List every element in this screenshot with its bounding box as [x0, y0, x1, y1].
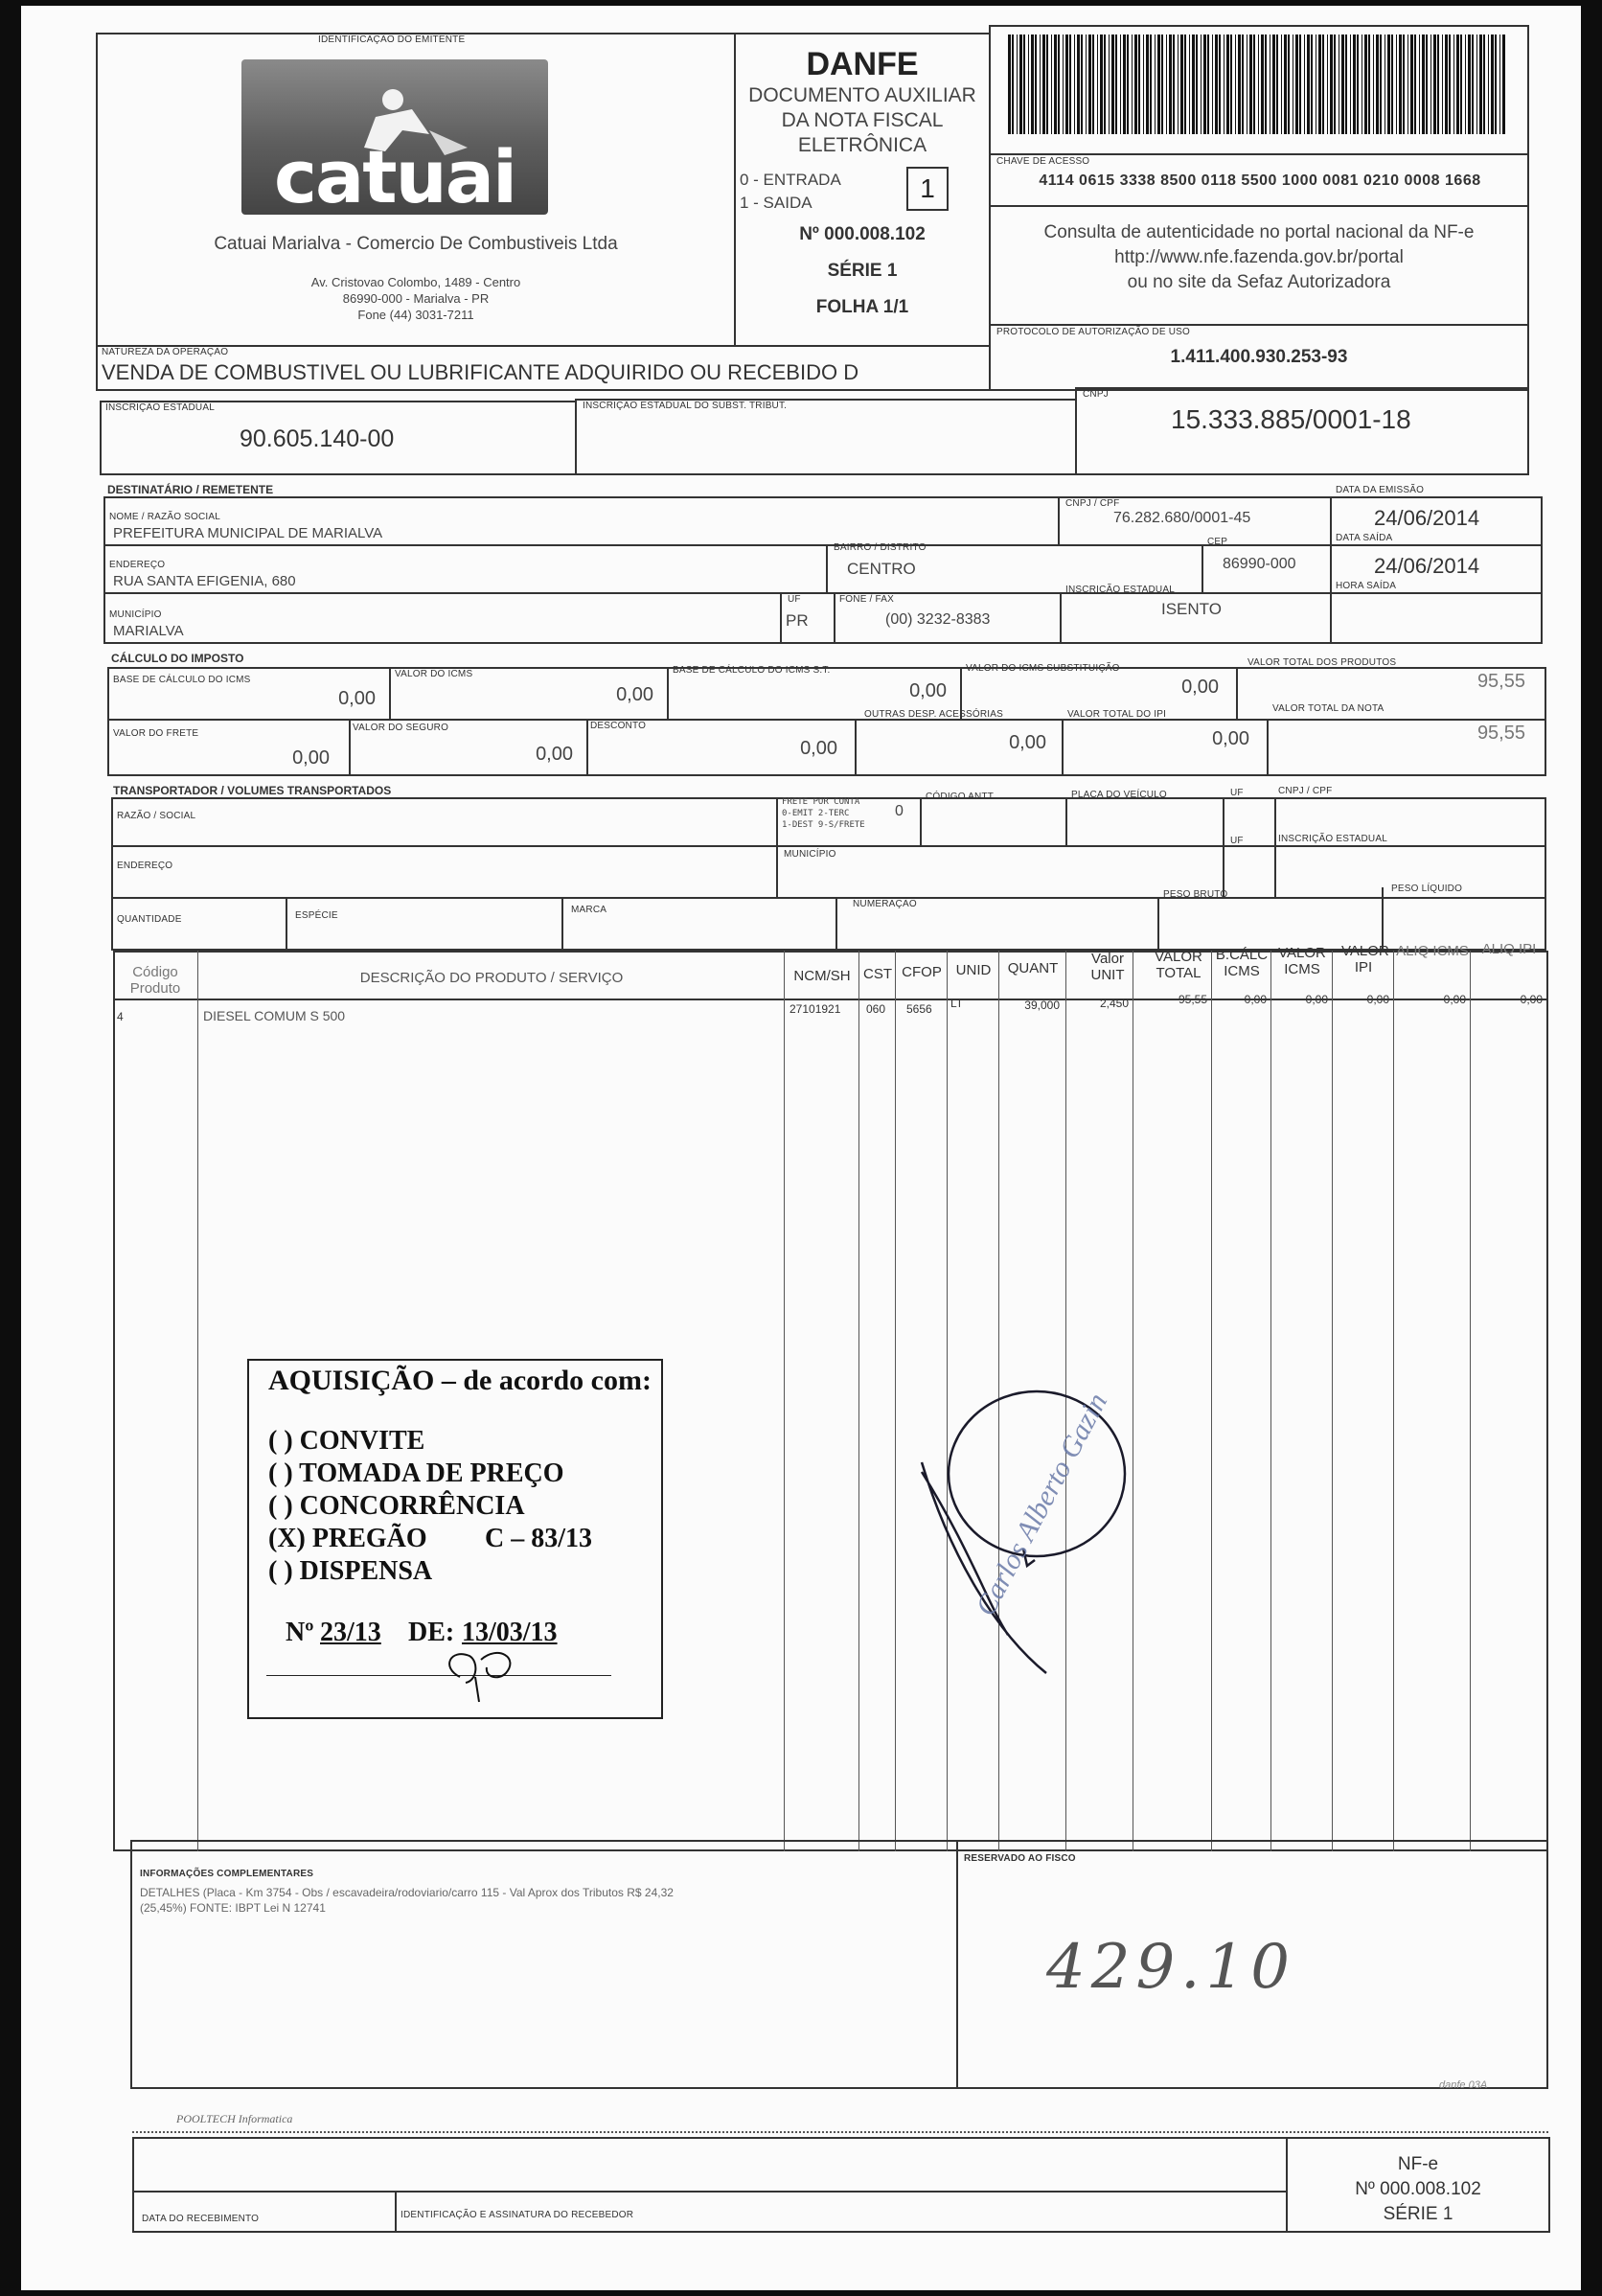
ie-label: INSCRIÇÃO ESTADUAL — [105, 402, 215, 413]
total-nota-label: VALOR TOTAL DA NOTA — [1272, 703, 1385, 714]
danfe-serie: SÉRIE 1 — [827, 261, 898, 281]
danfe-title: DANFE — [806, 46, 919, 82]
th-aliq-icms: ALIQ ICMS — [1396, 943, 1469, 959]
danfe-folha: FOLHA 1/1 — [815, 297, 909, 317]
marca-label: MARCA — [571, 905, 607, 915]
consulta-line-1: Consulta de autenticidade no portal nacional da NF-e — [1043, 222, 1475, 242]
frete-conta-line-3: 1-DEST 9-S/FRETE — [782, 820, 865, 830]
numeracao-label: NUMERAÇÃO — [853, 899, 917, 909]
stamp-num-value: 23/13 — [320, 1618, 381, 1647]
stamp-pregao: (X) PREGÃO — [268, 1524, 427, 1553]
destinatario-section-label: DESTINATÁRIO / REMETENTE — [107, 483, 274, 496]
barcode — [1008, 34, 1512, 134]
imposto-section-label: CÁLCULO DO IMPOSTO — [111, 652, 244, 665]
frete-conta-value: 0 — [895, 803, 904, 819]
dest-nome-value: PREFEITURA MUNICIPAL DE MARIALVA — [113, 525, 383, 541]
transportador-section-label: TRANSPORTADOR / VOLUMES TRANSPORTADOS — [113, 784, 392, 797]
destinatario-box — [103, 496, 1543, 644]
th-bcalc-icms: B.CÁLC ICMS — [1215, 947, 1269, 979]
dest-ie-value: ISENTO — [1161, 600, 1222, 618]
ipi-label: VALOR TOTAL DO IPI — [1067, 709, 1167, 720]
base-icms-value: 0,00 — [338, 688, 376, 709]
dest-uf-label: UF — [788, 594, 801, 605]
consulta-line-3: ou no site da Sefaz Autorizadora — [1127, 272, 1391, 292]
valor-icms-st-value: 0,00 — [1181, 677, 1219, 698]
natureza-label: NATUREZA DA OPERAÇÃO — [102, 347, 229, 357]
fisco-handwritten-value: 429.10 — [1046, 1932, 1295, 2003]
transp-municipio-label: MUNICÍPIO — [784, 849, 836, 860]
operation-type-box: 1 — [906, 167, 949, 211]
cnpj-label: CNPJ — [1083, 389, 1109, 400]
dest-endereco-label: ENDEREÇO — [109, 560, 166, 570]
th-cfop: CFOP — [902, 964, 942, 980]
dest-cep-label: CEP — [1207, 537, 1228, 547]
transp-endereco-label: ENDEREÇO — [117, 861, 173, 871]
consulta-line-2: http://www.nfe.fazenda.gov.br/portal — [1114, 247, 1404, 267]
transp-razao-label: RAZÃO / SOCIAL — [117, 811, 196, 821]
dest-emissao-label: DATA DA EMISSÃO — [1336, 485, 1425, 495]
dest-fone-value: (00) 3232-8383 — [885, 611, 991, 628]
frete-conta-line-2: 0-EMIT 2-TERC — [782, 809, 850, 818]
row-valor-unit: 2,450 — [1099, 997, 1129, 1010]
dest-emissao-value: 24/06/2014 — [1374, 506, 1480, 530]
stamp-title: AQUISIÇÃO – de acordo com: — [268, 1365, 652, 1396]
row-valor-icms: 0,00 — [1305, 993, 1328, 1006]
dest-fone-label: FONE / FAX — [839, 594, 895, 605]
dest-nome-label: NOME / RAZÃO SOCIAL — [109, 512, 221, 522]
dest-cnpj-value: 76.282.680/0001-45 — [1113, 510, 1251, 526]
outras-value: 0,00 — [1009, 732, 1046, 753]
th-valor-total: VALOR TOTAL — [1155, 949, 1202, 981]
dest-endereco-value: RUA SANTA EFIGENIA, 680 — [113, 573, 296, 589]
danfe-subtitle-1: DOCUMENTO AUXILIAR — [748, 84, 976, 106]
dest-uf-value: PR — [786, 611, 809, 630]
fisco-label: RESERVADO AO FISCO — [964, 1853, 1076, 1864]
dest-municipio-label: MUNICÍPIO — [109, 609, 162, 620]
row-codigo: 4 — [117, 1010, 124, 1023]
protocolo-label: PROTOCOLO DE AUTORIZAÇÃO DE USO — [996, 327, 1190, 337]
complementares-label: INFORMAÇÕES COMPLEMENTARES — [140, 1869, 314, 1879]
th-valor-ipi: VALOR IPI — [1341, 943, 1389, 976]
footer-serie: SÉRIE 1 — [1383, 2204, 1453, 2224]
emitter-section-label: IDENTIFICAÇÃO DO EMITENTE — [318, 34, 466, 45]
th-ncm: NCM/SH — [793, 968, 851, 984]
recebedor-label: IDENTIFICAÇÃO E ASSINATURA DO RECEBEDOR — [400, 2210, 634, 2220]
dest-saida-value: 24/06/2014 — [1374, 554, 1480, 578]
th-valor-unit: Valor UNIT — [1090, 951, 1125, 983]
transp-cnpj-label: CNPJ / CPF — [1278, 786, 1333, 796]
row-cfop: 5656 — [906, 1002, 932, 1016]
emitter-name: Catuai Marialva - Comercio De Combustiveis Ltda — [214, 234, 618, 254]
row-aliq-ipi: 0,00 — [1520, 993, 1543, 1006]
cnpj-value: 15.333.885/0001-18 — [1171, 404, 1411, 434]
base-icms-st-label: BASE DE CÁLCULO DO ICMS S.T. — [673, 665, 831, 676]
frete-conta-line-1: FRETE POR CONTA — [782, 797, 860, 807]
dest-saida-label: DATA SAÍDA — [1336, 533, 1393, 543]
th-quant: QUANT — [1007, 960, 1059, 976]
desconto-label: DESCONTO — [590, 721, 647, 731]
desconto-value: 0,00 — [800, 738, 837, 759]
antt-label: CÓDIGO ANTT — [926, 792, 995, 802]
danfe-subtitle-2: DA NOTA FISCAL — [781, 109, 944, 131]
peso-liquido-label: PESO LÍQUIDO — [1391, 884, 1463, 894]
recebimento-label: DATA DO RECEBIMENTO — [142, 2214, 260, 2224]
dest-cep-value: 86990-000 — [1223, 556, 1296, 572]
stamp-convite: ( ) CONVITE — [268, 1426, 425, 1456]
chave-label: CHAVE DE ACESSO — [996, 156, 1090, 167]
placa-label: PLACA DO VEÍCULO — [1071, 790, 1167, 800]
stamp-date-value: 13/03/13 — [462, 1618, 558, 1647]
th-cst: CST — [863, 966, 892, 982]
ie-value: 90.605.140-00 — [240, 425, 395, 452]
outras-label: OUTRAS DESP. ACESSÓRIAS — [864, 709, 1004, 720]
iest-label: INSCRIÇÃO ESTADUAL DO SUBST. TRIBUT. — [583, 401, 788, 411]
stamp-date-label: DE: — [408, 1618, 455, 1647]
peso-bruto-label: PESO BRUTO — [1163, 889, 1228, 900]
emitter-phone: Fone (44) 3031-7211 — [357, 308, 474, 322]
chave-value: 4114 0615 3338 8500 0118 5500 1000 0081 0210 0008 1668 — [1039, 172, 1481, 189]
especie-label: ESPÉCIE — [295, 910, 338, 921]
frete-value: 0,00 — [292, 747, 330, 769]
row-quant: 39,000 — [1024, 999, 1060, 1012]
base-icms-label: BASE DE CÁLCULO DO ICMS — [113, 675, 251, 685]
frete-label: VALOR DO FRETE — [113, 728, 199, 739]
emitter-address-2: 86990-000 - Marialva - PR — [342, 291, 490, 306]
dest-ie-label: INSCRIÇÃO ESTADUAL — [1065, 585, 1175, 595]
valor-icms-st-label: VALOR DO ICMS SUBSTITUIÇÃO — [966, 663, 1120, 674]
footer-number: Nº 000.008.102 — [1355, 2179, 1481, 2199]
valor-icms-value: 0,00 — [616, 684, 653, 705]
row-valor-total: 95,55 — [1178, 993, 1207, 1006]
valor-icms-label: VALOR DO ICMS — [395, 669, 473, 679]
saida-label: 1 - SAIDA — [740, 194, 812, 212]
transp-ie-label: INSCRIÇÃO ESTADUAL — [1278, 834, 1387, 844]
complementares-box — [130, 1840, 1548, 2089]
row-ncm: 27101921 — [790, 1002, 841, 1016]
row-bcalc-icms: 0,00 — [1244, 993, 1267, 1006]
dest-cnpj-label: CNPJ / CPF — [1065, 498, 1120, 509]
stamp-dispensa: ( ) DISPENSA — [268, 1556, 433, 1586]
row-valor-ipi: 0,00 — [1366, 993, 1389, 1006]
pooltech-text: POOLTECH Informatica — [176, 2112, 293, 2125]
stamp-tomada: ( ) TOMADA DE PREÇO — [268, 1458, 564, 1488]
emitter-address-1: Av. Cristovao Colombo, 1489 - Centro — [310, 275, 521, 289]
seguro-label: VALOR DO SEGURO — [353, 723, 449, 733]
th-aliq-ipi: ALIQ IPI — [1481, 941, 1537, 957]
natureza-value: VENDA DE COMBUSTIVEL OU LUBRIFICANTE ADQUIRIDO OU RECEBIDO D — [102, 360, 859, 384]
protocolo-value: 1.411.400.930.253-93 — [1170, 347, 1348, 367]
quantidade-label: QUANTIDADE — [117, 914, 182, 925]
th-codigo: Código Produto — [129, 964, 181, 997]
th-descricao: DESCRIÇÃO DO PRODUTO / SERVIÇO — [359, 970, 624, 986]
total-nota-value: 95,55 — [1476, 723, 1525, 744]
seguro-value: 0,00 — [536, 744, 573, 765]
base-icms-st-value: 0,00 — [909, 680, 947, 701]
total-produtos-label: VALOR TOTAL DOS PRODUTOS — [1247, 657, 1397, 668]
th-unid: UNID — [955, 962, 992, 978]
danfe-number: Nº 000.008.102 — [799, 224, 926, 244]
dest-bairro-label: BAIRRO / DISTRITO — [834, 542, 927, 553]
complementares-line-2: (25,45%) FONTE: IBPT Lei N 12741 — [140, 1901, 326, 1915]
acquisition-stamp — [247, 1359, 663, 1719]
entrada-label: 0 - ENTRADA — [740, 171, 841, 189]
row-cst: 060 — [866, 1002, 886, 1016]
row-aliq-icms: 0,00 — [1443, 993, 1466, 1006]
stamp-concorrencia: ( ) CONCORRÊNCIA — [268, 1491, 525, 1521]
stamp-pregao-number: C – 83/13 — [485, 1524, 592, 1553]
transp-uf-label: UF — [1230, 788, 1244, 798]
catuai-logo — [241, 59, 548, 219]
total-produtos-value: 95,55 — [1476, 671, 1525, 692]
row-unid: LT — [950, 997, 964, 1010]
signature-stamp-text: Carlos Alberto Gazin — [970, 1388, 1114, 1621]
logo-wordmark: catuai — [273, 134, 516, 219]
transp-uf2-label: UF — [1230, 836, 1244, 846]
dest-bairro-value: CENTRO — [847, 560, 916, 578]
footer-nfe: NF-e — [1397, 2154, 1439, 2174]
ipi-value: 0,00 — [1212, 728, 1249, 749]
th-valor-icms: VALOR ICMS — [1278, 945, 1326, 977]
danfe-version: danfe 03A — [1439, 2079, 1488, 2091]
danfe-document — [21, 6, 1581, 2290]
dest-hora-label: HORA SAÍDA — [1336, 581, 1397, 591]
stamp-num-label: Nº — [286, 1618, 314, 1647]
initials-signature-icon — [431, 1639, 527, 1706]
row-descricao: DIESEL COMUM S 500 — [203, 1008, 346, 1023]
dest-municipio-value: MARIALVA — [113, 623, 184, 639]
complementares-line-1: DETALHES (Placa - Km 3754 - Obs / escavadeira/rodoviario/carro 115 - Val Aprox dos Tributos R$ 24,32 — [140, 1886, 674, 1899]
danfe-subtitle-3: ELETRÔNICA — [797, 134, 927, 156]
